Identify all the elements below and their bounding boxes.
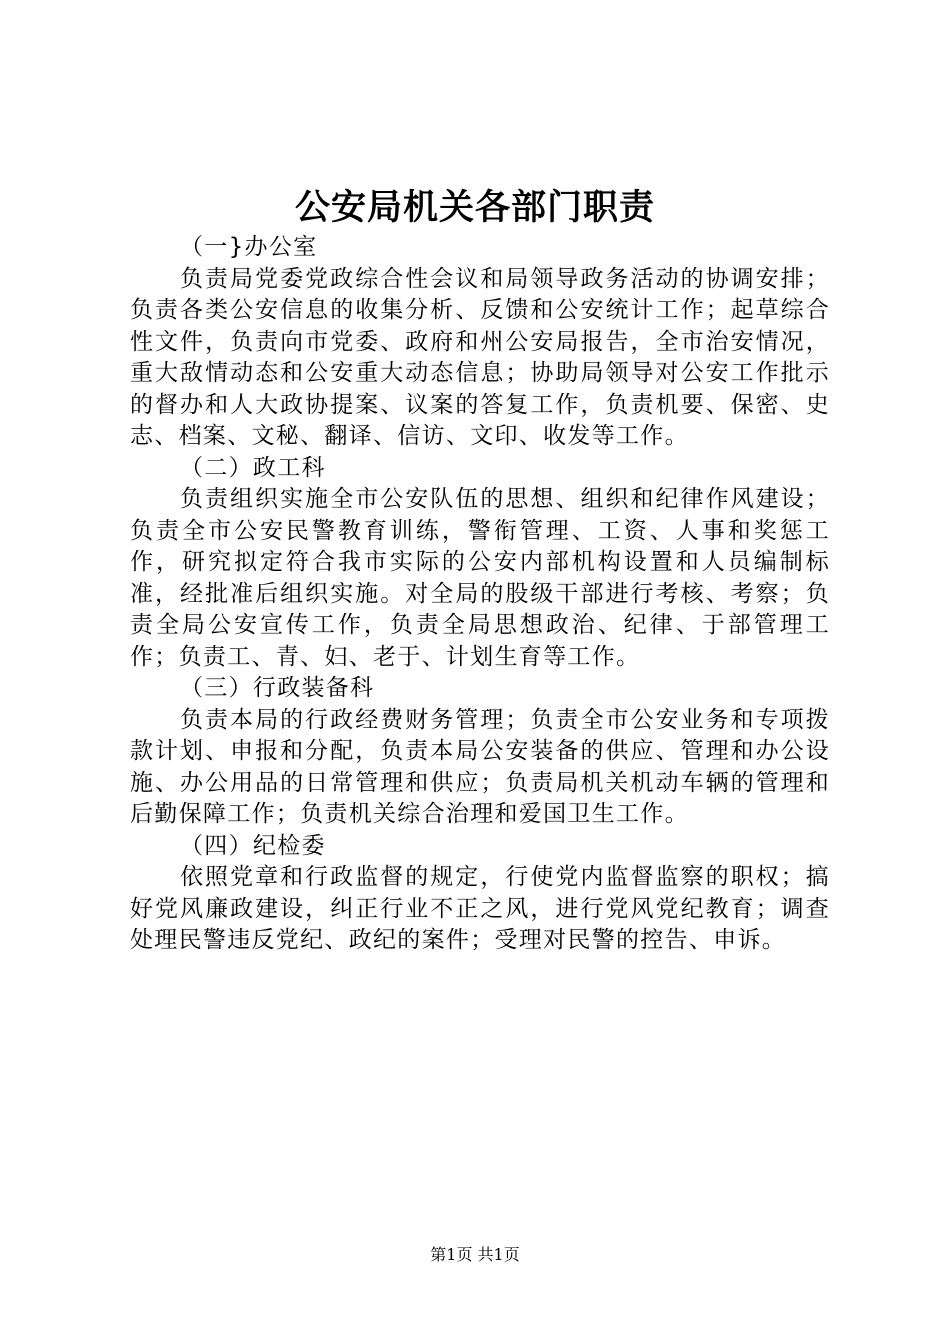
page-number-footer: 第1页 共1页 [430, 1245, 520, 1264]
section-body-equipment: 负责本局的行政经费财务管理；负责全市公安业务和专项拨款计划、申报和分配，负责本局公安装备的供应、管理和办公设施、办公用品的日常管理和供应；负责局机关机动车辆的管理和后勤保障工作；负责机关综合治理和爱国卫生工作。 [130, 706, 830, 827]
section-body-political: 负责组织实施全市公安队伍的思想、组织和纪律作风建设；负责全市公安民警教育训练，警衔管理、工资、人事和奖惩工作，研究拟定符合我市实际的公安内部机构设置和人员编制标准，经批准后组织实施。对全局的股级干部进行考核、考察；负责全局公安宣传工作，负责全局思想政治、纪律、于部管理工作；负责工、青、妇、老于、计划生育等工作。 [130, 486, 830, 670]
section-heading-office: （一}办公室 [180, 234, 318, 260]
section-body-office: 负责局党委党政综合性会议和局领导政务活动的协调安排；负责各类公安信息的收集分析、反馈和公安统计工作；起草综合性文件，负责向市党委、政府和州公安局报告，全市治安情况，重大敌情动态和公安重大动态信息；协助局领导对公安工作批示的督办和人大政协提案、议案的答复工作，负责机要、保密、史志、档案、文秘、翻译、信访、文印、收发等工作。 [130, 265, 830, 449]
section-heading-discipline: （四）纪检委 [180, 832, 326, 859]
section-body-discipline: 依照党章和行政监督的规定，行使党内监督监察的职权；搞好党风廉政建设，纠正行业不正之风，进行党风党纪教育；调查处理民警违反党纪、政纪的案件；受理对民警的控告、申诉。 [130, 864, 830, 953]
document-body [130, 232, 830, 957]
document-title: 公安局机关各部门职责 [294, 187, 655, 228]
section-heading-political: （二）政工科 [180, 454, 326, 481]
section-heading-equipment: （三）行政装备科 [180, 675, 375, 701]
